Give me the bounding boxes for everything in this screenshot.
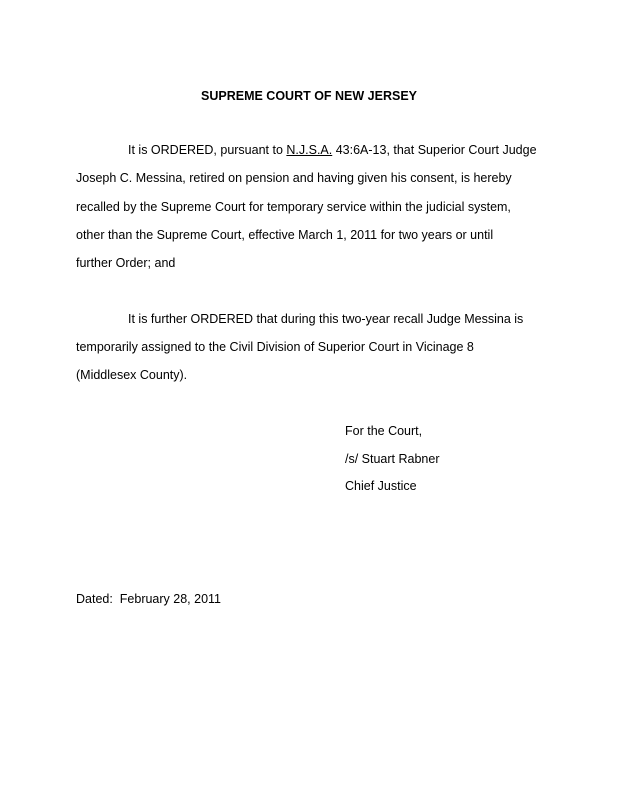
statute-reference: N.J.S.A. xyxy=(286,143,333,157)
order-paragraph-1-line-4: other than the Supreme Court, effective March 1, 2011 for two years or until xyxy=(76,228,494,242)
order-paragraph-2-line-3: (Middlesex County). xyxy=(76,368,188,382)
dated-line: Dated: February 28, 2011 xyxy=(76,592,221,606)
document-title: SUPREME COURT OF NEW JERSEY xyxy=(201,89,417,103)
order-text: 43:6A-13, that Superior Court Judge xyxy=(332,143,537,157)
order-paragraph-2-line-1: It is further ORDERED that during this two-year recall Judge Messina is xyxy=(128,312,524,326)
order-text: It is ORDERED, pursuant to xyxy=(128,143,287,157)
signature-name: /s/ Stuart Rabner xyxy=(345,452,440,466)
order-paragraph-1-line-1 xyxy=(128,142,537,158)
order-paragraph-1-line-5: further Order; and xyxy=(76,256,176,270)
order-paragraph-1-line-2: Joseph C. Messina, retired on pension and having given his consent, is hereby xyxy=(76,171,512,185)
order-paragraph-2-line-2: temporarily assigned to the Civil Division of Superior Court in Vicinage 8 xyxy=(76,340,474,354)
signature-role: Chief Justice xyxy=(345,479,417,493)
signature-for-court: For the Court, xyxy=(345,424,423,438)
order-paragraph-1-line-3: recalled by the Supreme Court for temporary service within the judicial system, xyxy=(76,200,511,214)
